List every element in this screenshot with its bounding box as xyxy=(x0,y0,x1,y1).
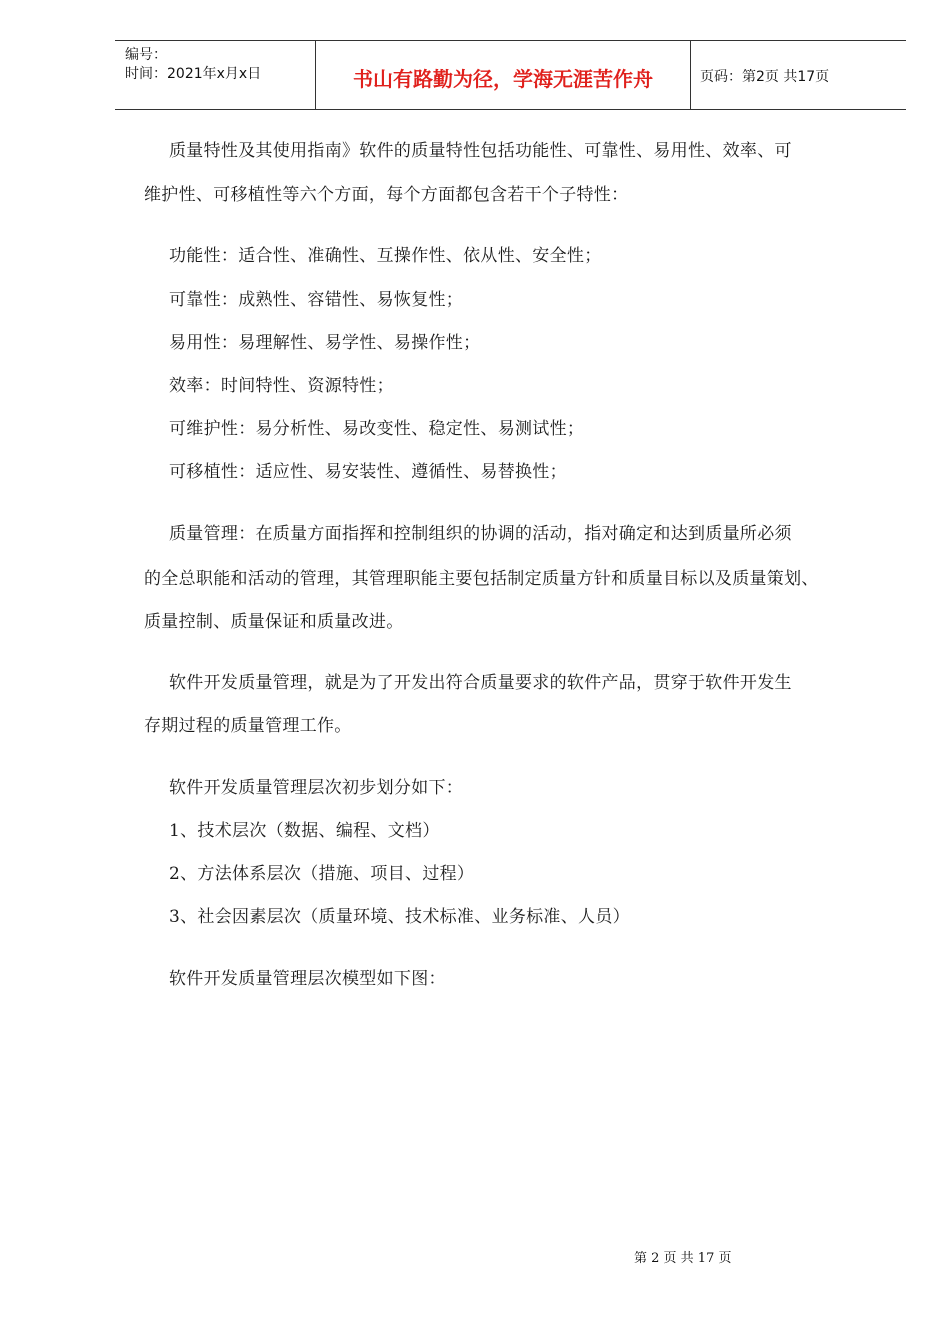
characteristic-item: 功能性：适合性、准确性、互操作性、依从性、安全性； xyxy=(169,246,602,266)
characteristic-item: 易用性：易理解性、易学性、易操作性； xyxy=(169,333,481,353)
characteristic-item: 可移植性：适应性、易安装性、遵循性、易替换性； xyxy=(169,462,567,482)
page-footer: 第 2 页 共 17 页 xyxy=(634,1251,732,1266)
header-motto: 书山有路勤为径，学海无涯苦作舟 xyxy=(353,67,653,91)
paragraph-line: 质量控制、质量保证和质量改进。 xyxy=(144,612,404,632)
doc-number-label: 编号： xyxy=(125,47,167,63)
doc-time-label: 时间：2021年x月x日 xyxy=(125,66,262,82)
paragraph-line: 的全总职能和活动的管理，其管理职能主要包括制定质量方针和质量目标以及质量策划、 xyxy=(144,569,819,589)
characteristic-item: 可靠性：成熟性、容错性、易恢复性； xyxy=(169,290,464,310)
paragraph-line: 维护性、可移植性等六个方面，每个方面都包含若干个子特性： xyxy=(144,185,629,205)
characteristic-item: 效率：时间特性、资源特性； xyxy=(169,376,394,396)
paragraph-line: 质量特性及其使用指南》软件的质量特性包括功能性、可靠性、易用性、效率、可 xyxy=(169,141,792,161)
list-item: 3、社会因素层次（质量环境、技术标准、业务标准、人员） xyxy=(169,907,630,927)
paragraph-line: 质量管理：在质量方面指挥和控制组织的协调的活动，指对确定和达到质量所必须 xyxy=(169,524,792,544)
list-item: 2、方法体系层次（措施、项目、过程） xyxy=(169,864,475,884)
paragraph-line: 软件开发质量管理层次模型如下图： xyxy=(169,969,446,989)
paragraph-line: 存期过程的质量管理工作。 xyxy=(144,716,352,736)
header-page-number: 页码：第2页 共17页 xyxy=(700,69,830,85)
header-meta-cell xyxy=(115,41,315,109)
page-header xyxy=(115,40,906,110)
characteristic-item: 可维护性：易分析性、易改变性、稳定性、易测试性； xyxy=(169,419,585,439)
paragraph-line: 软件开发质量管理层次初步划分如下： xyxy=(169,778,464,798)
header-page-cell xyxy=(690,41,906,109)
header-motto-cell xyxy=(315,41,691,109)
list-item: 1、技术层次（数据、编程、文档） xyxy=(169,821,440,841)
paragraph-line: 软件开发质量管理，就是为了开发出符合质量要求的软件产品，贯穿于软件开发生 xyxy=(169,673,792,693)
